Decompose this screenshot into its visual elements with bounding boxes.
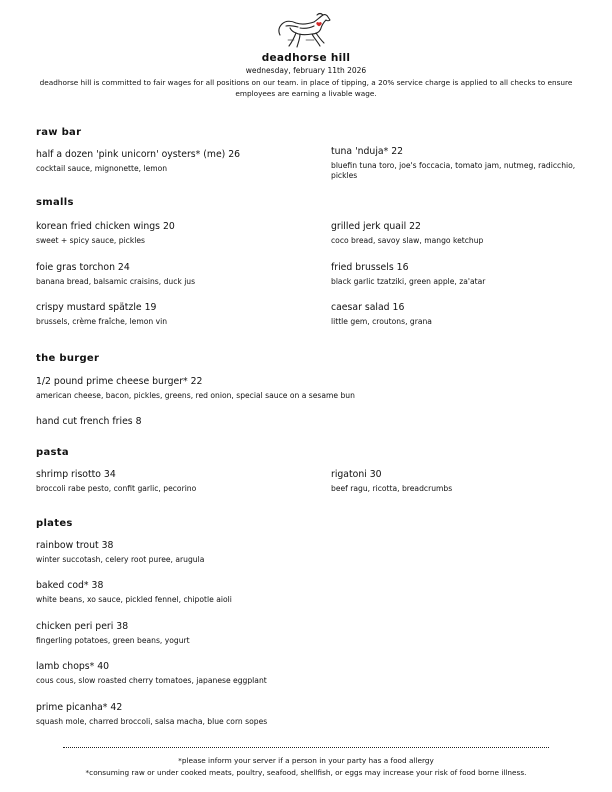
- item-name: shrimp risotto 34: [36, 469, 116, 480]
- menu-item: [36, 539, 204, 565]
- menu-item: [331, 301, 432, 327]
- item-name: half a dozen 'pink unicorn' oysters* (me) 26: [36, 149, 241, 160]
- item-name: korean fried chicken wings 20: [36, 221, 175, 232]
- item-description: sweet + spicy sauce, pickles: [36, 236, 145, 245]
- menu-date: wednesday, february 11th 2026: [245, 66, 367, 75]
- item-name: lamb chops* 40: [36, 661, 110, 672]
- raw-food-warning: *consuming raw or under cooked meats, poultry, seafood, shellfish, or eggs may increase your risk of food borne illness.: [85, 768, 527, 777]
- item-description: brussels, crème fraîche, lemon vin: [36, 317, 168, 326]
- item-description: squash mole, charred broccoli, salsa macha, blue corn sopes: [36, 717, 268, 726]
- item-name: grilled jerk quail 22: [331, 221, 421, 232]
- item-name: caesar salad 16: [331, 302, 405, 313]
- item-description: cous cous, slow roasted cherry tomatoes, japanese eggplant: [36, 676, 267, 685]
- menu-item: [36, 301, 167, 327]
- item-description: american cheese, bacon, pickles, greens, red onion, special sauce on a sesame bun: [36, 391, 355, 400]
- menu-item: [36, 261, 195, 287]
- menu-item: [36, 468, 196, 494]
- item-description: black garlic tzatziki, green apple, za'atar: [331, 277, 486, 286]
- item-description: fingerling potatoes, green beans, yogurt: [36, 636, 190, 645]
- item-name: rainbow trout 38: [36, 540, 114, 551]
- item-description: bluefin tuna toro, joe's foccacia, tomato jam, nutmeg, radicchio, pickles: [331, 161, 576, 180]
- item-description: beef ragu, ricotta, breadcrumbs: [331, 484, 453, 493]
- section-heading-pasta: pasta: [36, 447, 69, 458]
- item-name: fried brussels 16: [331, 262, 409, 273]
- item-name: hand cut french fries 8: [36, 416, 142, 427]
- item-name: foie gras torchon 24: [36, 262, 130, 273]
- menu-item: [36, 375, 355, 401]
- allergy-notice: *please inform your server if a person in your party has a food allergy: [178, 756, 434, 765]
- section-heading-smalls: smalls: [36, 197, 74, 208]
- item-name: tuna 'nduja* 22: [331, 146, 404, 157]
- item-name: 1/2 pound prime cheese burger* 22: [36, 376, 203, 387]
- restaurant-name: deadhorse hill: [261, 52, 351, 64]
- menu-item: [36, 701, 267, 727]
- section-heading-plates: plates: [36, 518, 73, 529]
- service-charge-notice: deadhorse hill is committed to fair wages for all positions on our team. in place of tipping, a 20% service charge is applied to all checks to ensure employees are earning a livable wage.: [39, 78, 573, 98]
- menu-item: [36, 220, 175, 246]
- item-name: crispy mustard spätzle 19: [36, 302, 157, 313]
- menu-item: [36, 620, 190, 646]
- dotted-divider: [63, 747, 549, 748]
- section-heading-raw-bar: raw bar: [36, 127, 82, 138]
- menu-item: [331, 261, 485, 287]
- item-description: little gem, croutons, grana: [331, 317, 432, 326]
- item-name: baked cod* 38: [36, 580, 104, 591]
- horse-logo-icon: [276, 10, 338, 50]
- menu-item: [331, 468, 452, 494]
- item-name: rigatoni 30: [331, 469, 382, 480]
- item-description: banana bread, balsamic craisins, duck jus: [36, 277, 196, 286]
- item-description: white beans, xo sauce, pickled fennel, chipotle aioli: [36, 595, 232, 604]
- item-description: winter succotash, celery root puree, arugula: [36, 555, 205, 564]
- item-description: cocktail sauce, mignonette, lemon: [36, 164, 168, 173]
- item-name: chicken peri peri 38: [36, 621, 129, 632]
- section-heading-the-burger: the burger: [36, 353, 100, 364]
- menu-item: [36, 579, 232, 605]
- menu-item: [36, 660, 267, 686]
- item-name: prime picanha* 42: [36, 702, 123, 713]
- menu-item: [331, 220, 483, 246]
- item-description: coco bread, savoy slaw, mango ketchup: [331, 236, 484, 245]
- menu-item: [331, 145, 581, 181]
- item-description: broccoli rabe pesto, confit garlic, pecorino: [36, 484, 197, 493]
- menu-item: [36, 415, 142, 428]
- menu-item: [36, 148, 240, 174]
